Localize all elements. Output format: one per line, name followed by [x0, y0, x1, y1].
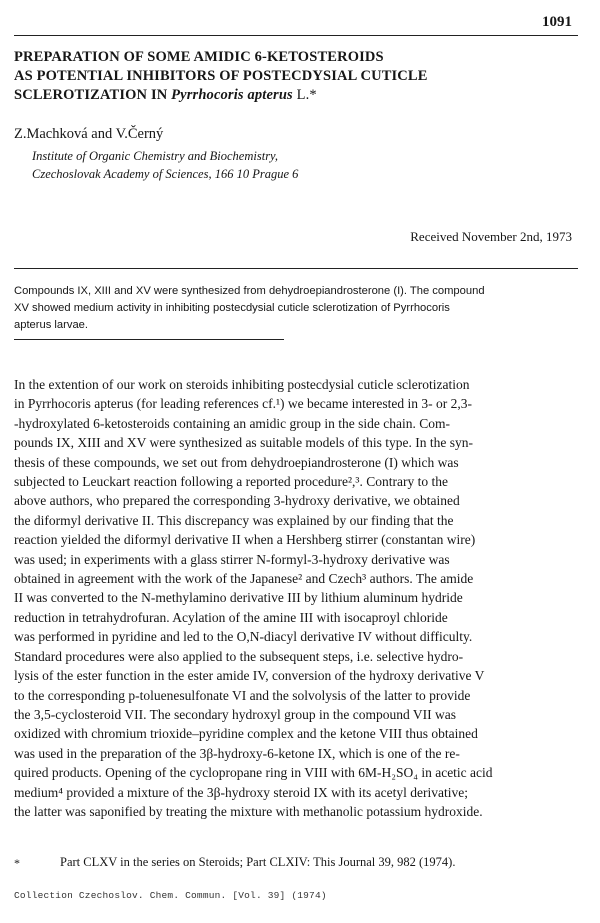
body-line: was performed in pyridine and led to the O,N-diacyl derivative IV without difficulty. — [14, 629, 473, 645]
title-line-3 — [14, 86, 574, 105]
footnote-mark: * — [14, 856, 20, 870]
article-title — [14, 48, 574, 105]
body-line: was used; in experiments with a glass stirrer N-formyl-3-hydroxy derivative was — [14, 551, 450, 567]
abstract-line-1: Compounds IX, XIII and XV were synthesized from dehydroepiandrosterone (I). The compound — [14, 285, 485, 297]
title-line-2: AS POTENTIAL INHIBITORS OF POSTECDYSIAL CUTICLE — [14, 68, 428, 84]
authors: Z.Machková and V.Černý — [14, 126, 164, 142]
title-line-3-post: L.* — [296, 87, 317, 103]
abstract-line-2: XV showed medium activity in inhibiting postecdysial cuticle sclerotization of Pyrrhocoris — [14, 302, 450, 314]
body-line: the diformyl derivative II. This discrepancy was explained by our finding that the — [14, 512, 454, 528]
body-line: pounds IX, XIII and XV were synthesized as suitable models of this type. In the syn- — [14, 435, 474, 451]
body-line: II was converted to the N-methylamino derivative III by lithium aluminum hydride — [14, 590, 463, 606]
body-line: reaction yielded the diformyl derivative II when a Hershberg stirrer (constantan wire) — [14, 532, 476, 548]
title-line-3-pre: SCLEROTIZATION IN — [14, 87, 168, 103]
title-line-1: PREPARATION OF SOME AMIDIC 6-KETOSTEROIDS — [14, 49, 384, 65]
body-line: reduction in tetrahydrofuran. Acylation of the amine III with isocaproyl chloride — [14, 609, 448, 625]
body-line: obtained in agreement with the work of the Japanese² and Czech³ authors. The amide — [14, 571, 474, 587]
abstract-top-rule — [14, 268, 578, 269]
body-line: quired products. Opening of the cyclopropane ring in VIII with 6M-H₂SO₄ in acetic acid — [14, 765, 493, 781]
body-line: was used in the preparation of the 3β-hydroxy-6-ketone IX, which is one of the re- — [14, 745, 460, 761]
abstract — [14, 283, 574, 334]
body-line: to the corresponding p-toluenesulfonate VI and the solvolysis of the latter to provide — [14, 687, 471, 703]
affiliation — [32, 147, 298, 183]
page-number: 1091 — [542, 14, 572, 30]
affiliation-line-1: Institute of Organic Chemistry and Biochemistry, — [32, 149, 279, 163]
body-line: oxidized with chromium trioxide–pyridine complex and the ketone VIII thus obtained — [14, 726, 478, 742]
body-line: lysis of the ester function in the ester amide IV, conversion of the hydroxy derivative V — [14, 668, 485, 684]
received-date: Received November 2nd, 1973 — [410, 229, 572, 244]
header-rule — [14, 35, 578, 36]
abstract-bottom-rule — [14, 339, 284, 340]
affiliation-line-2: Czechoslovak Academy of Sciences, 166 10 Prague 6 — [32, 167, 299, 181]
body-text — [14, 375, 574, 821]
body-line: In the extention of our work on steroids inhibiting postecdysial cuticle sclerotization — [14, 377, 470, 392]
body-line: subjected to Leuckart reaction following a reported procedure²,³. Contrary to the — [14, 474, 448, 490]
body-line: thesis of these compounds, we set out from dehydroepiandrosterone (I) which was — [14, 454, 459, 470]
footnote: Part CLXV in the series on Steroids; Part CLXIV: This Journal 39, 982 (1974). — [60, 855, 456, 869]
body-line: the latter was saponified by treating the mixture with methanolic potassium hydroxide. — [14, 803, 483, 819]
journal-citation: Collection Czechoslov. Chem. Commun. [Vol. 39] (1974) — [14, 890, 327, 901]
title-species: Pyrrhocoris apterus — [171, 87, 293, 103]
abstract-line-3: apterus larvae. — [14, 319, 89, 331]
body-line: above authors, who prepared the corresponding 3-hydroxy derivative, we obtained — [14, 493, 460, 509]
body-line: -hydroxylated 6-ketosteroids containing an amidic group in the side chain. Com- — [14, 415, 451, 431]
body-line: the 3,5-cyclosteroid VII. The secondary hydroxyl group in the compound VII was — [14, 706, 457, 722]
body-line: medium⁴ provided a mixture of the 3β-hydroxy steroid IX with its acetyl derivative; — [14, 784, 468, 800]
body-line: Standard procedures were also applied to the subsequent steps, i.e. selective hydro- — [14, 648, 464, 664]
body-line: in Pyrrhocoris apterus (for leading references cf.¹) we became interested in 3- or 2,3- — [14, 396, 472, 412]
